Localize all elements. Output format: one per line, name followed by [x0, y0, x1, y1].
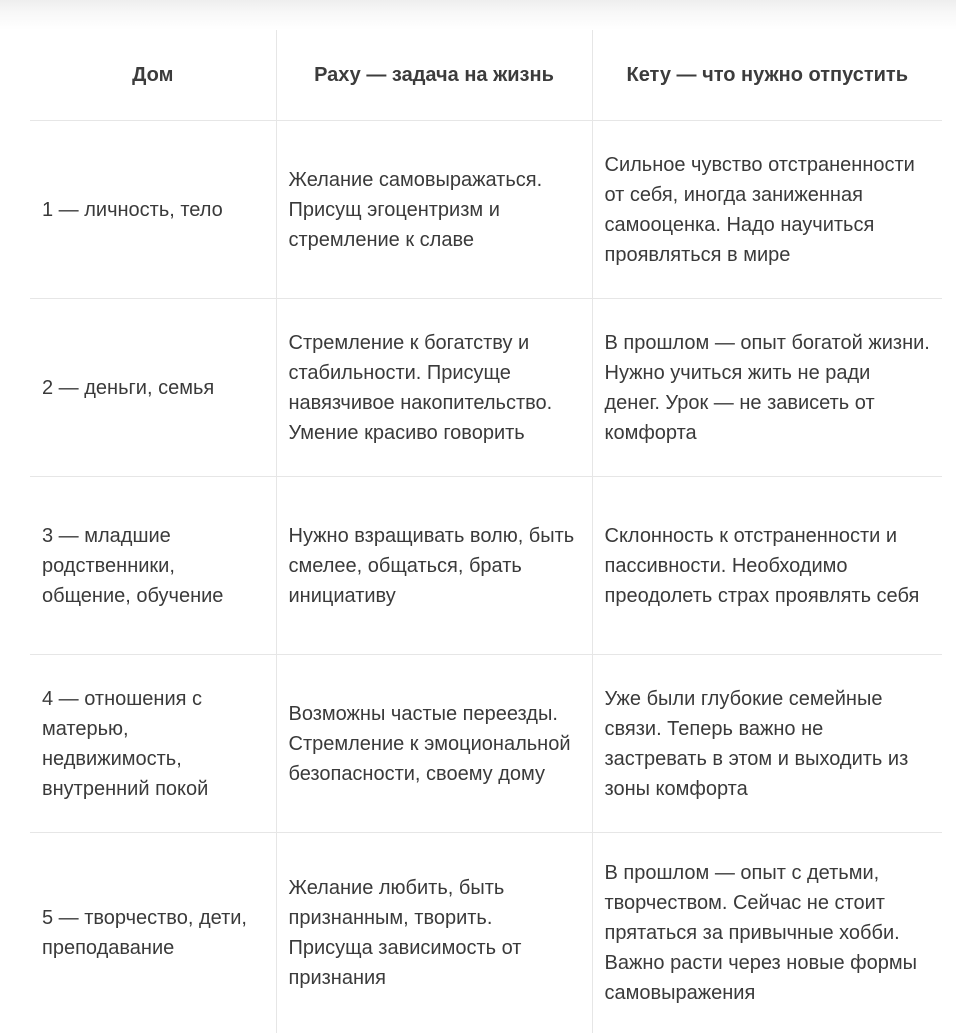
cell-ketu: Сильное чувство отстраненности от себя, иногда заниженная самооценка. Надо научиться проявляться в мире	[592, 121, 942, 299]
cell-rahu: Желание любить, быть признанным, творить. Присуща зависимость от признания	[276, 833, 592, 1033]
table-header-row	[30, 30, 942, 121]
cell-ketu: В прошлом — опыт с детьми, творчеством. Сейчас не стоит прятаться за привычные хобби. Важно расти через новые формы самовыражения	[592, 833, 942, 1033]
header-house: Дом	[30, 30, 276, 121]
houses-table	[30, 30, 942, 1033]
cell-house: 3 — младшие родственники, общение, обучение	[30, 477, 276, 655]
cell-ketu: В прошлом — опыт богатой жизни. Нужно учиться жить не ради денег. Урок — не зависеть от комфорта	[592, 299, 942, 477]
header-ketu: Кету — что нужно отпустить	[592, 30, 942, 121]
table-row	[30, 121, 942, 299]
cell-house: 1 — личность, тело	[30, 121, 276, 299]
header-rahu: Раху — задача на жизнь	[276, 30, 592, 121]
table-row	[30, 299, 942, 477]
cell-rahu: Желание самовыражаться. Присущ эгоцентризм и стремление к славе	[276, 121, 592, 299]
cell-ketu: Уже были глубокие семейные связи. Теперь важно не застревать в этом и выходить из зоны комфорта	[592, 655, 942, 833]
cell-house: 5 — творчество, дети, преподавание	[30, 833, 276, 1033]
cell-rahu: Нужно взращивать волю, быть смелее, общаться, брать инициативу	[276, 477, 592, 655]
cell-house: 4 — отношения с матерью, недвижимость, внутренний покой	[30, 655, 276, 833]
table-row	[30, 833, 942, 1033]
table-row	[30, 477, 942, 655]
cell-house: 2 — деньги, семья	[30, 299, 276, 477]
houses-table-container	[30, 30, 942, 1033]
table-row	[30, 655, 942, 833]
top-shadow	[0, 0, 956, 30]
cell-ketu: Склонность к отстраненности и пассивности. Необходимо преодолеть страх проявлять себя	[592, 477, 942, 655]
cell-rahu: Стремление к богатству и стабильности. Присуще навязчивое накопительство. Умение красиво говорить	[276, 299, 592, 477]
cell-rahu: Возможны частые переезды. Стремление к эмоциональной безопасности, своему дому	[276, 655, 592, 833]
